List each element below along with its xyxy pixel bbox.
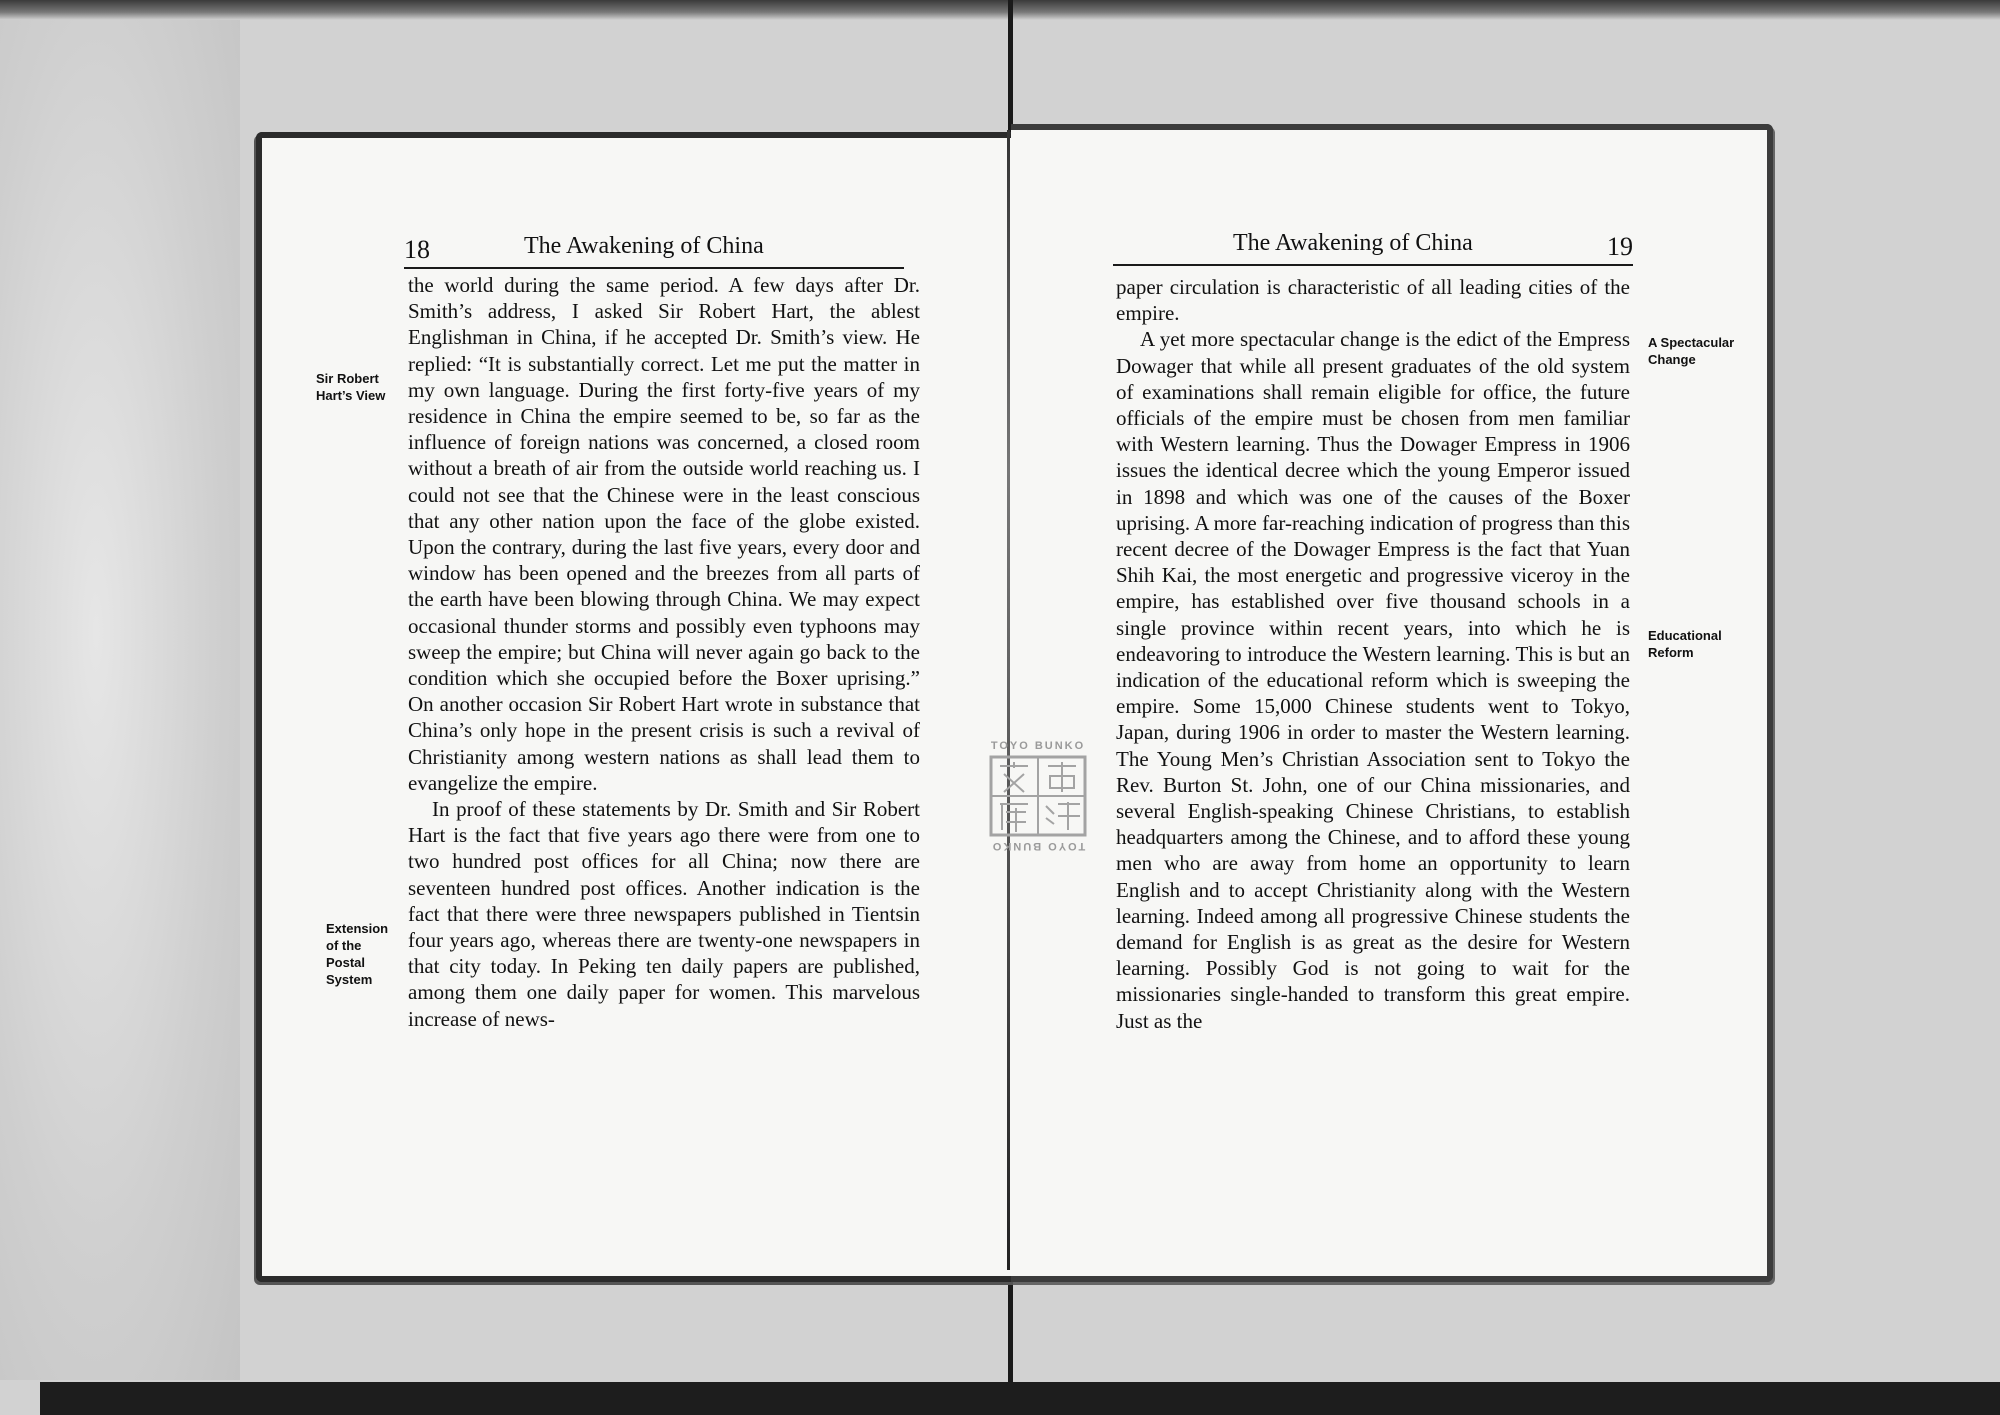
right-running-head	[1113, 230, 1633, 266]
stamp-bottom-label: TOYO BUNKO	[990, 840, 1086, 852]
scan-top-edge	[0, 0, 2000, 20]
margin-note-spectacular-change: A Spectacular Change	[1648, 335, 1735, 367]
paragraph: A yet more spectacular change is the edict of the Empress Dowager that while all present graduates of the old system of examinations shall remain eligible for office, the future officials of the empire must be chosen from men familiar with Western learning. Thus the Dowager Empress in 1906 issues the identical decree which the young Emperor issued in 1898 and which was one of the causes of the Boxer uprising. A more far-reaching indication of progress than this recent decree of the Dowager Empress is the fact that Yuan Shih Kai, the most energetic and progressive viceroy in the empire, has established over five thousand schools in a single province within recent years, into which he is endeavoring to introduce the Western learning. This is but an indication of the educational reform which is sweeping the empire. Some 15,000 Chinese students went to Tokyo, Japan, during 1906 in order to master the Western learning. The Young Men’s Christian Association sent to Tokyo the Rev. Burton St. John, one of our China missionaries, and several English-speaking Chinese Christians, to establish headquarters among the Chinese, and to afford these young men who are away from home an opportunity to learn English and to accept Christianity along with the Western learning. Indeed among all progressive Chinese students the demand for English is as great as the desire for Western learning. Possibly God is not going to wait for the missionaries single-handed to transform this great empire. Just as the	[1116, 327, 1630, 1033]
paragraph: the world during the same period. A few days after Dr. Smith’s address, I asked Sir Robert Hart, the ablest Englishman in China, if he accepted Dr. Smith’s view. He replied: “It is substantially correct. Let me put the matter in my own language. During the first forty-five years of my residence in China the empire seemed to be, so far as the influence of foreign nations was concerned, a closed room without a breath of air from the outside world reaching us. I could not see that the Chinese were in the least conscious that any other nation upon the face of the globe existed. Upon the contrary, during the last five years, every door and window has been opened and the breezes from all parts of the earth have been blowing through China. We may expect occasional thunder storms and possibly even typhoons may sweep the empire; but China will never again go back to the condition which she occupied before the Boxer uprising.” On another occasion Sir Robert Hart wrote in substance that China’s only hope in the present crisis is such a revival of Christianity among western nations as shall lead them to evangelize the empire.	[408, 273, 920, 795]
left-running-head	[404, 233, 904, 269]
left-body-text	[408, 272, 920, 1032]
left-page-number: 18	[404, 235, 430, 264]
book-gutter	[1007, 130, 1010, 1270]
margin-note-postal-system: Extension of the Postal System	[326, 921, 389, 987]
book-spine-top	[1008, 0, 1013, 135]
library-stamp	[980, 740, 1096, 858]
right-body-text	[1116, 274, 1630, 1034]
scan-bottom-edge	[40, 1382, 2000, 1415]
right-page-number: 19	[1607, 232, 1633, 261]
paragraph: In proof of these statements by Dr. Smith and Sir Robert Hart is the fact that five years ago there were from one to two hundred post offices for all China; now there are seventeen hundred post offices. Another indication is the fact that there were three newspapers published in Tientsin four years ago, whereas there are twenty-one newspapers in that city today. In Peking ten daily papers are published, among them one daily paper for women. This marvelous increase of news-	[408, 797, 920, 1031]
margin-note-educational-reform: Educational Reform	[1648, 628, 1722, 660]
paragraph: paper circulation is characteristic of all leading cities of the empire.	[1116, 275, 1630, 326]
left-running-title: The Awakening of China	[524, 233, 764, 259]
stamp-seal-icon	[988, 754, 1088, 838]
stamp-top-label: TOYO BUNKO	[990, 740, 1086, 752]
scan-background	[0, 20, 240, 1380]
right-running-title: The Awakening of China	[1233, 230, 1473, 256]
margin-note-hart-view: Sir Robert Hart’s View	[316, 371, 386, 403]
